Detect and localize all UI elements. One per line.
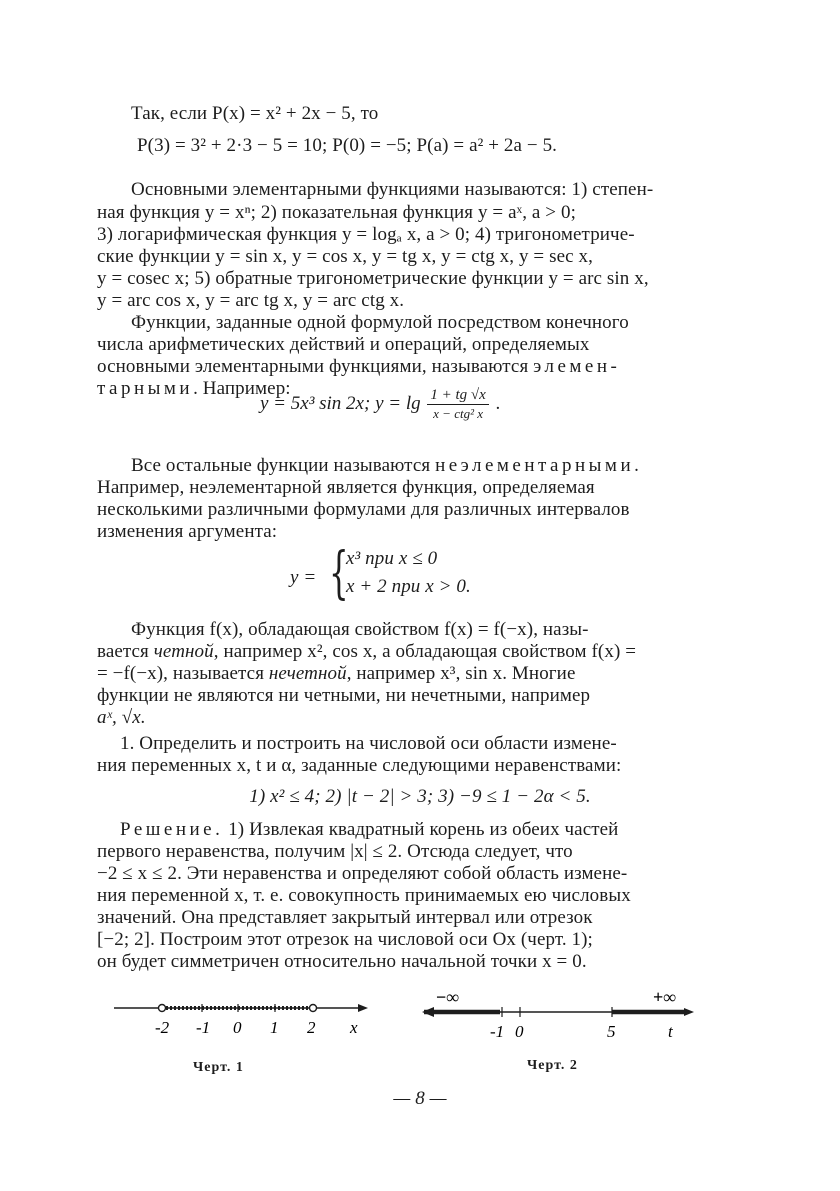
piecewise-case-1: x³ при x ≤ 0 <box>346 548 438 569</box>
figure-2-caption: Черт. 2 <box>527 1058 578 1073</box>
tick-label-1: 1 <box>270 1018 279 1037</box>
spaced-term-1a: элемен- <box>533 356 621 377</box>
axis-variable-t: t <box>668 1022 673 1041</box>
axis-arrow-2 <box>684 1008 694 1016</box>
solution-heading: Решение. <box>120 819 224 840</box>
tick-label-0-fig2: 0 <box>515 1022 524 1041</box>
piecewise-lhs: y = <box>290 567 317 588</box>
segment-endpoint-right <box>310 1005 317 1012</box>
solution-line-4: ния переменной x, т. е. совокупность принимаемых ею числовых <box>97 885 631 906</box>
solution-line-1-text: 1) Извлекая квадратный корень из обеих частей <box>228 819 619 840</box>
formula-elementary <box>260 388 500 436</box>
inequalities: 1) x² ≤ 4; 2) |t − 2| > 3; 3) −9 ≤ 1 − 2α < 5. <box>249 786 591 807</box>
line-18-b: , например x², cos x, а обладающая свойством f(x) = <box>213 641 637 662</box>
left-brace: { <box>329 541 349 606</box>
tick-label-minus-1: -1 <box>196 1018 211 1037</box>
text-line-4: ная функция y = xⁿ; 2) показательная функция y = aˣ, a > 0; <box>97 202 576 223</box>
fraction-denominator: x − ctg² x <box>433 406 483 421</box>
axis-arrow-1 <box>358 1004 368 1012</box>
line-11-text: основными элементарными функциями, называются <box>97 356 529 377</box>
line-12-text: . Например: <box>193 378 291 399</box>
problem-1-line-1: 1. Определить и построить на числовой оси области измене- <box>120 733 617 754</box>
line-13-text: Все остальные функции называются <box>131 455 431 476</box>
text-line-15: несколькими различными формулами для различных интервалов <box>97 499 630 520</box>
text-line-3: Основными элементарными функциями называются: 1) степен- <box>131 179 654 200</box>
text-line-17: Функция f(x), обладающая свойством f(x) = f(−x), назы- <box>131 619 589 640</box>
text-line-21: aˣ, √x. <box>97 707 146 728</box>
piecewise-case-2: x + 2 при x > 0. <box>346 576 471 597</box>
line-19-a: = −f(−x), называется <box>97 663 265 684</box>
text-line-5: 3) логарифмическая функция y = logₐ x, a > 0; 4) тригонометриче- <box>97 224 635 245</box>
text-line-9: Функции, заданные одной формулой посредством конечного <box>131 312 629 333</box>
page-number: — 8 — <box>393 1088 447 1109</box>
solution-line-1 <box>120 819 618 841</box>
solution-line-7: он будет симметричен относительно начальной точки x = 0. <box>97 951 587 972</box>
text-line-8: y = arc cos x, y = arc tg x, y = arc ctg x. <box>97 290 405 311</box>
solution-line-3: −2 ≤ x ≤ 2. Эти неравенства и определяют собой область измене- <box>97 863 628 884</box>
term-even: четной <box>153 641 214 662</box>
text-line-16: изменения аргумента: <box>97 521 278 542</box>
solution-line-5: значений. Она представляет закрытый интервал или отрезок <box>97 907 593 928</box>
spaced-term-1b: тарными <box>97 378 194 399</box>
number-line-figure-1 <box>110 995 380 1045</box>
tick-label-2: 2 <box>307 1018 316 1037</box>
text-line-20: функции не являются ни четными, ни нечетными, например <box>97 685 591 706</box>
tick-label-0: 0 <box>233 1018 242 1037</box>
spaced-term-2: неэлементарными. <box>435 455 643 476</box>
ray-left-arrow <box>422 1007 434 1017</box>
figure-1-caption: Черт. 1 <box>193 1060 244 1075</box>
tick-label-5-fig2: 5 <box>607 1022 616 1041</box>
text-line-11 <box>97 356 620 378</box>
solution-line-6: [−2; 2]. Построим этот отрезок на числовой оси Ox (черт. 1); <box>97 929 593 950</box>
text-line-18 <box>97 641 636 663</box>
formula-left: y = 5x³ sin 2x; y = lg <box>260 392 421 414</box>
text-line-14: Например, неэлементарной является функция, определяемая <box>97 477 595 498</box>
number-line-figure-2 <box>418 985 700 1047</box>
tick-label-minus-2: -2 <box>155 1018 170 1037</box>
text-line-10: числа арифметических действий и операций, определяемых <box>97 334 590 355</box>
text-line-1: Так, если P(x) = x² + 2x − 5, то <box>131 103 379 124</box>
line-18-a: вается <box>97 641 149 662</box>
formula-end: . <box>495 392 501 414</box>
text-line-7: y = cosec x; 5) обратные тригонометрические функции y = arc sin x, <box>97 268 649 289</box>
tick-label-minus-1-fig2: -1 <box>490 1022 505 1041</box>
fraction <box>427 388 488 421</box>
fraction-numerator: 1 + tg √x <box>427 388 488 405</box>
segment-endpoint-left <box>159 1005 166 1012</box>
text-line-6: ские функции y = sin x, y = cos x, y = tg x, y = ctg x, y = sec x, <box>97 246 593 267</box>
text-line-13 <box>131 455 642 477</box>
axis-variable-x: x <box>350 1018 358 1037</box>
line-19-b: , например x³, sin x. Многие <box>346 663 576 684</box>
example-formula: P(3) = 3² + 2·3 − 5 = 10; P(0) = −5; P(a) = a² + 2a − 5. <box>137 135 558 156</box>
label-plus-infinity: +∞ <box>653 987 677 1007</box>
term-odd: нечетной <box>268 663 347 684</box>
problem-1-line-2: ния переменных x, t и α, заданные следующими неравенствами: <box>97 755 622 776</box>
label-minus-infinity: −∞ <box>436 987 460 1007</box>
solution-line-2: первого неравенства, получим |x| ≤ 2. Отсюда следует, что <box>97 841 573 862</box>
text-line-19 <box>97 663 576 685</box>
